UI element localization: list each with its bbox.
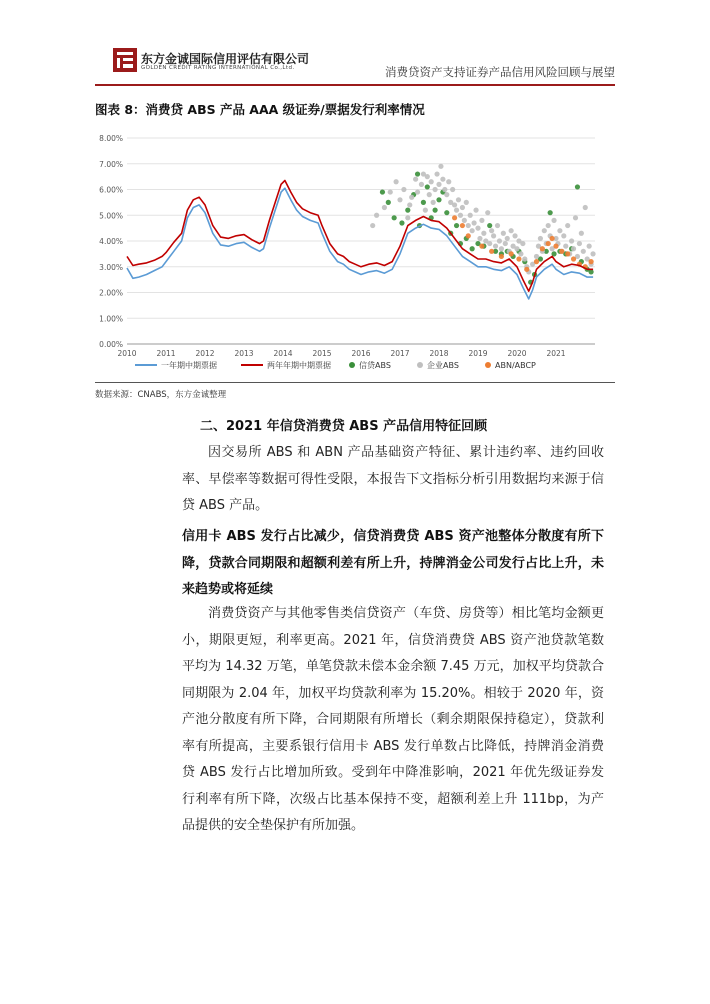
scatter-point-corp-abs [487, 241, 492, 246]
scatter-point-corp-abs [551, 218, 556, 223]
company-name-en: GOLDEN CREDIT RATING INTERNATIONAL Co.,Ltd. [141, 65, 295, 71]
scatter-point-corp-abs [442, 187, 447, 192]
scatter-point-corp-abs [563, 244, 568, 249]
rate-chart [95, 124, 615, 380]
scatter-point-corp-abs [462, 218, 467, 223]
scatter-point-corp-abs [370, 223, 375, 228]
x-tick-label: 2021 [546, 349, 566, 358]
figure-title: 图表 8：消费贷 ABS 产品 AAA 级证券/票据发行利率情况 [95, 102, 425, 117]
x-tick-label: 2013 [234, 349, 254, 358]
scatter-point-abn-abcp [479, 244, 484, 249]
scatter-point-corp-abs [493, 244, 498, 249]
x-tick-label: 2020 [507, 349, 527, 358]
x-tick-label: 2016 [351, 349, 371, 358]
header-divider [95, 84, 615, 86]
scatter-point-abn-abcp [460, 223, 465, 228]
scatter-point-corp-abs [505, 236, 510, 241]
scatter-point-corp-abs [468, 213, 473, 218]
legend-item [241, 360, 331, 370]
scatter-point-abn-abcp [546, 241, 551, 246]
scatter-point-credit-abs [487, 223, 492, 228]
y-tick-label: 7.00% [99, 159, 123, 169]
scatter-point-corp-abs [581, 249, 586, 254]
scatter-point-credit-abs [425, 184, 430, 189]
scatter-point-corp-abs [557, 228, 562, 233]
scatter-point-abn-abcp [553, 244, 558, 249]
legend-swatch-dot [485, 362, 491, 368]
scatter-point-credit-abs [386, 200, 391, 205]
y-tick-label: 0.00% [99, 340, 123, 349]
scatter-point-corp-abs [573, 215, 578, 220]
scatter-point-corp-abs [497, 238, 502, 243]
scatter-point-corp-abs [472, 220, 477, 225]
scatter-point-credit-abs [575, 184, 580, 189]
scatter-point-corp-abs [460, 205, 465, 210]
scatter-point-corp-abs [489, 228, 494, 233]
scatter-point-corp-abs [473, 208, 478, 213]
scatter-point-corp-abs [431, 200, 436, 205]
body-paragraph-bold: 信用卡 ABS 发行占比减少，信贷消费贷 ABS 资产池整体分散度有所下降，贷款合同期限和超额利差有所上升，持牌消金公司发行占比上升，未来趋势或将延续 [182, 529, 604, 597]
scatter-point-credit-abs [421, 200, 426, 205]
scatter-point-abn-abcp [509, 251, 514, 256]
scatter-point-corp-abs [434, 171, 439, 176]
scatter-point-corp-abs [466, 223, 471, 228]
scatter-point-corp-abs [569, 238, 574, 243]
y-tick-label: 6.00% [99, 185, 123, 195]
x-tick-label: 2010 [117, 349, 137, 358]
x-tick-label: 2017 [390, 349, 410, 358]
legend-label: 信贷ABS [359, 361, 391, 370]
scatter-point-credit-abs [548, 210, 553, 215]
scatter-point-corp-abs [458, 213, 463, 218]
body-paragraph-2: 消费贷资产与其他零售类信贷资产（车贷、房贷等）相比笔均金额更小，期限更短，利率更高。2021 年，信贷消费贷 ABS 资产池贷款笔数平均为 14.32 万笔，单笔贷款未偿本金余额 7.45 万元，加权平均贷款合同期限为 2.04 年，加权平均贷款利率为 15.20%。相较于 2020 年，资产池分散度有所下降，合同期限有所增长（剩余期限保持稳定），贷款利率有所提高，主要系银行信用卡 ABS 发行单数占比降低，持牌消金消费贷 ABS 发行占比增加所致。受到年中降准影响，2021 年优先级证券发行利率有所下降，次级占比基本保持不变，超额利差上升 111bp，为产品提供的安全垫保护有所加强。 [182, 606, 604, 833]
scatter-point-abn-abcp [466, 233, 471, 238]
scatter-point-corp-abs [590, 251, 595, 256]
body-paragraph-1: 因交易所 ABS 和 ABN 产品基础资产特征、累计违约率、违约回收率、早偿率等数据可得性受限，本报告下文指标分析引用数据均来源于信贷 ABS 产品。 [182, 445, 604, 513]
scatter-point-abn-abcp [550, 236, 555, 241]
legend-swatch-dot [349, 362, 355, 368]
report-title: 消费贷资产支持证券产品信用风险回顾与展望 [385, 65, 615, 79]
y-tick-label: 5.00% [99, 211, 123, 221]
scatter-point-corp-abs [464, 200, 469, 205]
scatter-point-corp-abs [454, 208, 459, 213]
scatter-point-corp-abs [565, 223, 570, 228]
scatter-point-corp-abs [509, 228, 514, 233]
scatter-point-abn-abcp [489, 249, 494, 254]
x-tick-label: 2015 [312, 349, 332, 358]
source-divider [95, 382, 615, 383]
scatter-point-credit-abs [454, 223, 459, 228]
y-tick-label: 4.00% [99, 237, 123, 246]
x-tick-label: 2012 [195, 349, 215, 358]
scatter-point-corp-abs [534, 254, 539, 259]
scatter-point-corp-abs [501, 231, 506, 236]
scatter-point-corp-abs [446, 179, 451, 184]
scatter-point-corp-abs [374, 213, 379, 218]
scatter-point-corp-abs [429, 179, 434, 184]
scatter-point-corp-abs [499, 246, 504, 251]
scatter-point-corp-abs [438, 164, 443, 169]
scatter-point-corp-abs [405, 215, 410, 220]
scatter-point-corp-abs [503, 241, 508, 246]
y-tick-label: 2.00% [99, 288, 123, 298]
scatter-point-corp-abs [520, 241, 525, 246]
legend-label: 企业ABS [427, 361, 459, 370]
company-name-cn: 东方金诚国际信用评估有限公司 [141, 52, 310, 66]
scatter-point-corp-abs [425, 174, 430, 179]
legend-item [485, 361, 536, 370]
scatter-point-corp-abs [452, 202, 457, 207]
legend-swatch-dot [417, 362, 423, 368]
scatter-point-corp-abs [495, 223, 500, 228]
scatter-point-corp-abs [397, 197, 402, 202]
legend-item [349, 360, 391, 370]
scatter-point-abn-abcp [559, 249, 564, 254]
legend-label: ABN/ABCP [495, 361, 536, 370]
scatter-point-corp-abs [440, 177, 445, 182]
scatter-point-corp-abs [587, 244, 592, 249]
scatter-point-corp-abs [407, 202, 412, 207]
scatter-point-corp-abs [546, 223, 551, 228]
scatter-point-credit-abs [399, 220, 404, 225]
scatter-point-corp-abs [456, 197, 461, 202]
scatter-point-corp-abs [413, 177, 418, 182]
scatter-point-credit-abs [470, 246, 475, 251]
legend-item [135, 360, 217, 370]
y-tick-label: 3.00% [99, 262, 123, 272]
scatter-point-corp-abs [518, 251, 523, 256]
scatter-point-corp-abs [583, 205, 588, 210]
scatter-point-corp-abs [542, 228, 547, 233]
legend-item [417, 360, 459, 370]
scatter-point-corp-abs [388, 189, 393, 194]
y-tick-label: 8.00% [99, 134, 123, 143]
scatter-point-corp-abs [522, 256, 527, 261]
scatter-point-credit-abs [415, 171, 420, 176]
scatter-point-corp-abs [561, 233, 566, 238]
scatter-point-corp-abs [579, 231, 584, 236]
scatter-point-corp-abs [419, 182, 424, 187]
section-heading: 二、2021 年信贷消费贷 ABS 产品信用特征回顾 [200, 419, 488, 434]
x-tick-label: 2018 [429, 349, 449, 358]
scatter-point-corp-abs [433, 187, 438, 192]
scatter-point-corp-abs [514, 246, 519, 251]
scatter-point-abn-abcp [565, 251, 570, 256]
y-tick-label: 1.00% [99, 314, 123, 324]
scatter-point-abn-abcp [540, 246, 545, 251]
scatter-point-corp-abs [479, 218, 484, 223]
legend-label: 两年年期中期票据 [267, 361, 331, 370]
scatter-point-corp-abs [538, 236, 543, 241]
company-logo-icon [113, 48, 137, 72]
scatter-point-abn-abcp [499, 254, 504, 259]
scatter-point-credit-abs [380, 189, 385, 194]
scatter-point-abn-abcp [589, 259, 594, 264]
scatter-point-corp-abs [436, 182, 441, 187]
scatter-point-credit-abs [444, 210, 449, 215]
scatter-point-corp-abs [571, 246, 576, 251]
scatter-point-abn-abcp [452, 215, 457, 220]
scatter-point-corp-abs [409, 195, 414, 200]
scatter-point-corp-abs [450, 187, 455, 192]
scatter-point-credit-abs [392, 215, 397, 220]
legend-label: 一年期中期票据 [161, 361, 217, 370]
scatter-point-abn-abcp [516, 256, 521, 261]
scatter-point-abn-abcp [571, 256, 576, 261]
x-tick-label: 2011 [156, 349, 176, 358]
scatter-point-abn-abcp [524, 267, 529, 272]
scatter-point-credit-abs [433, 208, 438, 213]
scatter-point-corp-abs [491, 233, 496, 238]
scatter-point-corp-abs [394, 179, 399, 184]
scatter-point-credit-abs [405, 208, 410, 213]
scatter-point-corp-abs [481, 231, 486, 236]
scatter-point-corp-abs [477, 236, 482, 241]
scatter-point-corp-abs [382, 205, 387, 210]
scatter-point-corp-abs [423, 208, 428, 213]
scatter-point-corp-abs [577, 241, 582, 246]
x-tick-label: 2019 [468, 349, 488, 358]
scatter-point-abn-abcp [534, 259, 539, 264]
scatter-point-corp-abs [470, 228, 475, 233]
figure-source: 数据来源：CNABS，东方金诚整理 [95, 390, 227, 400]
page-header [95, 38, 615, 82]
x-tick-label: 2014 [273, 349, 293, 358]
scatter-point-corp-abs [427, 192, 432, 197]
scatter-point-corp-abs [485, 210, 490, 215]
scatter-point-corp-abs [512, 233, 517, 238]
scatter-point-credit-abs [436, 197, 441, 202]
scatter-point-corp-abs [415, 189, 420, 194]
scatter-point-corp-abs [444, 192, 449, 197]
scatter-point-corp-abs [475, 226, 480, 231]
scatter-point-corp-abs [401, 187, 406, 192]
